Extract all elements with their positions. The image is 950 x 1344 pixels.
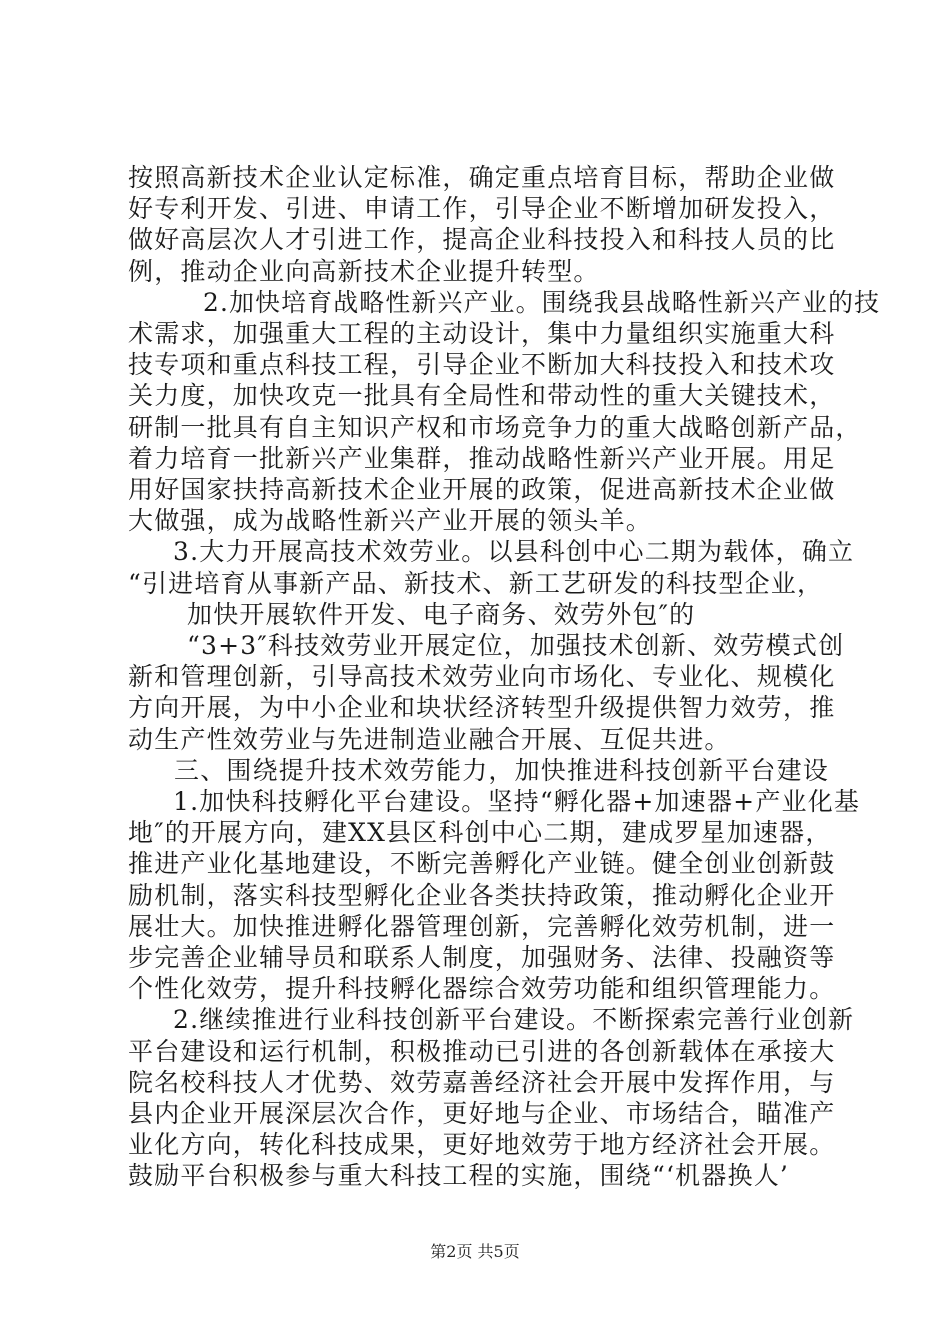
- text-line: 业化方向，转化科技成果，更好地效劳于地方经济社会开展。: [128, 1130, 836, 1159]
- text-line: 院名校科技人才优势、效劳嘉善经济社会开展中发挥作用，与: [128, 1068, 836, 1097]
- text-line: 术需求，加强重大工程的主动设计，集中力量组织实施重大科: [128, 319, 836, 348]
- text-line: 好专利开发、引进、申请工作，引导企业不断增加研发投入，: [128, 194, 836, 223]
- text-line: 研制一批具有自主知识产权和市场竞争力的重大战略创新产品，: [128, 413, 862, 442]
- text-line: 新和管理创新，引导高技术效劳业向市场化、专业化、规模化: [128, 662, 836, 691]
- text-line: 3.大力开展高技术效劳业。以县科创中心二期为载体，确立: [173, 537, 855, 566]
- text-line: 着力培育一批新兴产业集群，推动战略性新兴产业开展。用足: [128, 444, 836, 473]
- text-line: 平台建设和运行机制，积极推动已引进的各创新载体在承接大: [128, 1037, 836, 1066]
- text-line: 按照高新技术企业认定标准，确定重点培育目标，帮助企业做: [128, 163, 836, 192]
- text-line: 步完善企业辅导员和联系人制度，加强财务、法律、投融资等: [128, 943, 836, 972]
- text-line: 加快开展软件开发、电子商务、效劳外包″的: [187, 600, 696, 629]
- text-line: 励机制，落实科技型孵化企业各类扶持政策，推动孵化企业开: [128, 881, 836, 910]
- text-line: 个性化效劳，提升科技孵化器综合效劳功能和组织管理能力。: [128, 974, 836, 1003]
- text-line: 地″的开展方向，建XX县区科创中心二期，建成罗星加速器，: [128, 818, 832, 847]
- text-line: 做好高层次人才引进工作，提高企业科技投入和科技人员的比: [128, 225, 836, 254]
- text-line: 大做强，成为战略性新兴产业开展的领头羊。: [128, 506, 653, 535]
- text-line: 技专项和重点科技工程，引导企业不断加大科技投入和技术攻: [128, 350, 836, 379]
- text-line: 鼓励平台积极参与重大科技工程的实施，围绕“‘机器换人’: [128, 1161, 790, 1190]
- text-line: 三、围绕提升技术效劳能力，加快推进科技创新平台建设: [174, 756, 830, 785]
- page-footer: 第2页 共5页: [430, 1242, 520, 1261]
- text-line: 1.加快科技孵化平台建设。坚持“孵化器+加速器+产业化基: [173, 787, 861, 816]
- text-line: 动生产性效劳业与先进制造业融合开展、互促共进。: [128, 725, 731, 754]
- text-line: “3+3″科技效劳业开展定位，加强技术创新、效劳模式创: [187, 631, 845, 660]
- text-line: 展壮大。加快推进孵化器管理创新，完善孵化效劳机制，进一: [128, 912, 836, 941]
- text-line: 2.继续推进行业科技创新平台建设。不断探索完善行业创新: [173, 1005, 855, 1034]
- text-line: 县内企业开展深层次合作，更好地与企业、市场结合，瞄准产: [128, 1099, 836, 1128]
- text-line: “引进培育从事新产品、新技术、新工艺研发的科技型企业，: [128, 569, 824, 598]
- text-line: 推进产业化基地建设，不断完善孵化产业链。健全创业创新鼓: [128, 849, 836, 878]
- text-line: 方向开展，为中小企业和块状经济转型升级提供智力效劳，推: [128, 693, 836, 722]
- text-line: 关力度，加快攻克一批具有全局性和带动性的重大关键技术，: [128, 381, 836, 410]
- text-line: 例，推动企业向高新技术企业提升转型。: [128, 257, 600, 286]
- text-line: 2.加快培育战略性新兴产业。围绕我县战略性新兴产业的技: [203, 288, 881, 317]
- text-line: 用好国家扶持高新技术企业开展的政策，促进高新技术企业做: [128, 475, 836, 504]
